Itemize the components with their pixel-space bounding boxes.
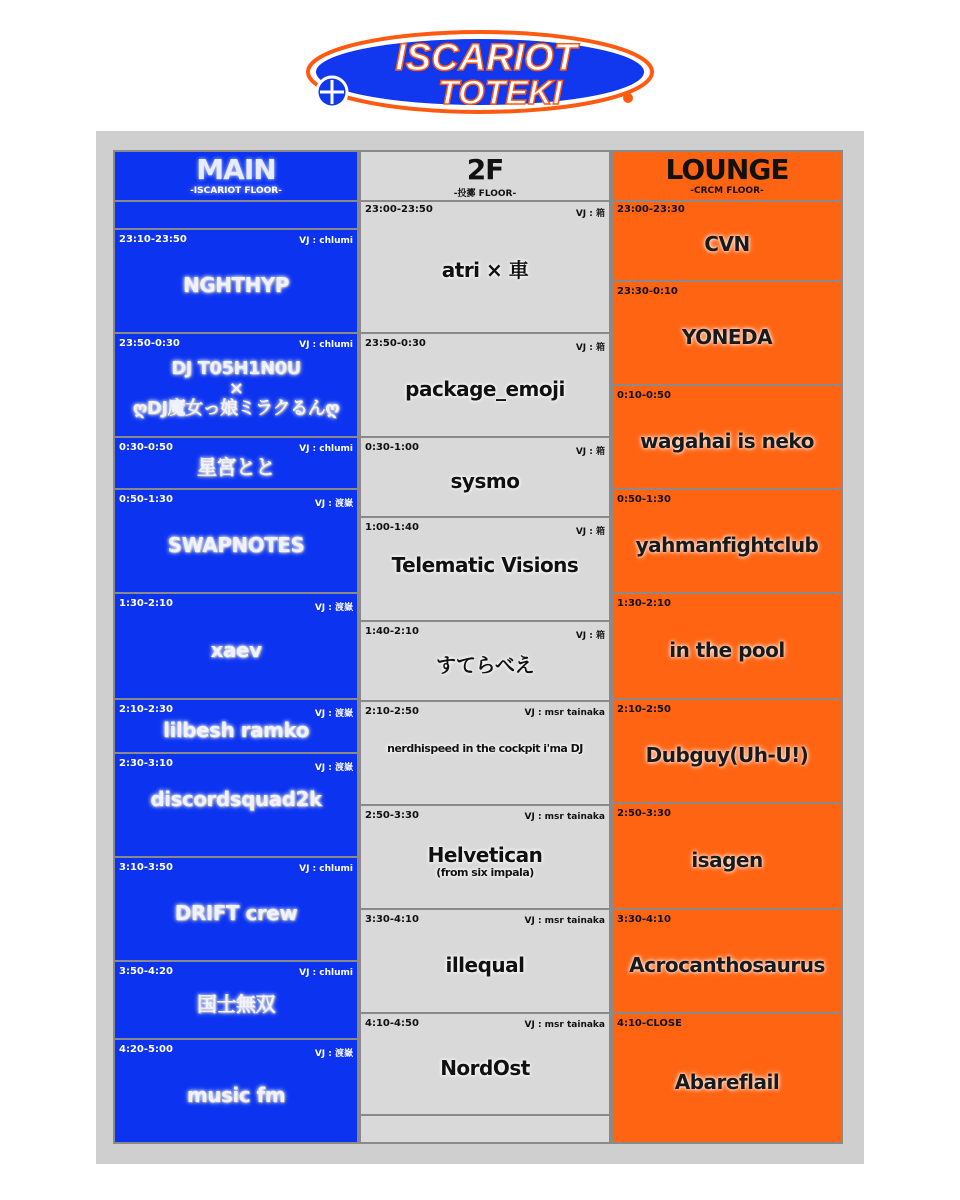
timetable-slot — [361, 516, 609, 620]
floor-subtitle: -CRCM FLOOR- — [690, 186, 764, 196]
timetable-slot — [115, 1038, 357, 1142]
slot-time: 4:20-5:00 — [119, 1044, 173, 1055]
slot-artist: illequal — [445, 953, 525, 977]
slot-artist: music fm — [186, 1083, 286, 1107]
slot-time: 2:30-3:10 — [119, 758, 173, 769]
timetable-slot — [361, 804, 609, 908]
slot-vj: VJ : msr tainaka — [524, 916, 605, 926]
slot-artist: YONEDA — [681, 325, 773, 349]
slot-time: 0:10-0:50 — [617, 390, 671, 401]
slot-vj: VJ : 渡嶽 — [314, 499, 353, 509]
slot-vj: VJ : msr tainaka — [524, 708, 605, 718]
slot-time: 0:50-1:30 — [119, 494, 173, 505]
slot-time: 23:50-0:30 — [365, 338, 426, 349]
timetable-slot — [361, 1114, 609, 1142]
slot-artist: SWAPNOTES — [167, 533, 305, 557]
slot-time: 23:50-0:30 — [119, 338, 180, 349]
timetable-slot — [361, 700, 609, 804]
slot-artist: 星宮とと — [197, 455, 275, 479]
slot-time: 1:00-1:40 — [365, 522, 419, 533]
slot-artist-note: (from six impala) — [436, 866, 534, 879]
timetable-slot — [115, 592, 357, 698]
timetable-slot — [361, 908, 609, 1012]
slot-time: 0:50-1:30 — [617, 494, 671, 505]
timetable-slot — [115, 200, 357, 228]
slot-time: 1:40-2:10 — [365, 626, 419, 637]
floor-2f — [359, 150, 611, 1144]
slot-artist: xaev — [210, 638, 262, 662]
slot-vj: VJ : 渡嶽 — [314, 763, 353, 773]
floor-subtitle: -ISCARIOT FLOOR- — [190, 186, 282, 196]
timetable-slot — [613, 698, 841, 802]
slot-artist: NordOst — [440, 1056, 530, 1080]
logo-graphic — [300, 28, 660, 118]
timetable-slot — [361, 620, 609, 700]
slot-vj: VJ : 箱 — [575, 527, 605, 537]
slot-time: 23:10-23:50 — [119, 234, 187, 245]
timetable-slot — [613, 280, 841, 384]
timetable-slot — [115, 436, 357, 488]
slot-time: 23:00-23:50 — [365, 204, 433, 215]
slot-time: 1:30-2:10 — [617, 598, 671, 609]
slot-artist: 国士無双 — [197, 992, 275, 1016]
slot-vj: VJ : 渡嶽 — [314, 709, 353, 719]
slot-artist: DRIFT crew — [174, 901, 298, 925]
slot-artist: nerdhispeed in the cockpit i'ma DJ — [387, 741, 583, 755]
slot-time: 3:10-3:50 — [119, 862, 173, 873]
timetable-slot — [613, 200, 841, 280]
timetable-slot — [613, 908, 841, 1012]
slot-time: 23:00-23:30 — [617, 204, 685, 215]
slot-time: 0:30-1:00 — [365, 442, 419, 453]
slot-time: 23:30-0:10 — [617, 286, 678, 297]
slot-vj: VJ : chlumi — [299, 444, 353, 454]
slot-time: 4:10-4:50 — [365, 1018, 419, 1029]
logo-line2: TOTEKI — [437, 74, 563, 112]
timetable-slot — [613, 488, 841, 592]
timetable-slot — [361, 1012, 609, 1114]
timetable-slot — [115, 228, 357, 332]
slot-artist: Telematic Visions — [391, 552, 579, 577]
timetable-slot — [115, 960, 357, 1038]
logo-line1: ISCARIOT — [395, 37, 577, 79]
floor-name: 2F — [466, 153, 504, 186]
slot-artist: DJ T05H1N0U × ღDJ魔女っ娘ミラクるんღ — [132, 358, 340, 419]
slot-artist: package_emoji — [405, 377, 565, 401]
timetable-slot — [613, 384, 841, 488]
slot-vj: VJ : 渡嶽 — [314, 1049, 353, 1059]
timetable-slot — [361, 436, 609, 516]
floor-name: LOUNGE — [665, 153, 789, 186]
slot-vj: VJ : msr tainaka — [524, 1020, 605, 1030]
event-logo — [300, 28, 660, 118]
slot-vj: VJ : 箱 — [575, 343, 605, 353]
slot-vj: VJ : 箱 — [575, 447, 605, 457]
slot-time: 2:50-3:30 — [617, 808, 671, 819]
slot-time: 1:30-2:10 — [119, 598, 173, 609]
slot-vj: VJ : 箱 — [575, 209, 605, 219]
slot-time: 2:10-2:50 — [365, 706, 419, 717]
slot-vj: VJ : 渡嶽 — [314, 603, 353, 613]
slot-vj: VJ : chlumi — [299, 864, 353, 874]
slot-artist: wagahai is neko — [640, 429, 814, 453]
slot-artist: in the pool — [669, 638, 785, 662]
slot-vj: VJ : chlumi — [299, 236, 353, 246]
slot-time: 4:10-CLOSE — [617, 1018, 682, 1029]
slot-time: 3:50-4:20 — [119, 966, 173, 977]
floor-main — [113, 150, 359, 1144]
slot-artist: yahmanfightclub — [635, 533, 819, 557]
timetable-slot — [361, 332, 609, 436]
floor-subtitle: -投擲 FLOOR- — [453, 189, 517, 199]
slot-artist: Helvetican — [427, 843, 543, 867]
slot-time: 0:30-0:50 — [119, 442, 173, 453]
timetable-slot — [115, 698, 357, 752]
floor-name: MAIN — [196, 153, 276, 186]
slot-artist: sysmo — [450, 469, 520, 493]
slot-artist: atri × 車 — [441, 258, 529, 282]
floor-lounge — [611, 150, 843, 1144]
slot-artist: lilbesh ramko — [163, 718, 309, 742]
slot-artist: NGHTHYP — [183, 273, 289, 297]
slot-artist-block — [361, 835, 609, 879]
slot-artist: Dubguy(Uh-U!) — [645, 743, 809, 767]
floor-header — [361, 152, 609, 202]
slot-artist: Acrocanthosaurus — [629, 953, 825, 977]
slot-time: 2:50-3:30 — [365, 810, 419, 821]
slot-time: 3:30-4:10 — [617, 914, 671, 925]
slot-vj: VJ : chlumi — [299, 968, 353, 978]
timetable-slot — [115, 332, 357, 436]
slot-time: 3:30-4:10 — [365, 914, 419, 925]
slot-time: 2:10-2:50 — [617, 704, 671, 715]
slot-vj: VJ : 箱 — [575, 631, 605, 641]
cross-circle-icon — [317, 77, 347, 107]
slot-artist: isagen — [691, 848, 763, 872]
floor-header — [115, 152, 357, 202]
slot-artist: Abareflail — [674, 1070, 780, 1094]
slot-vj: VJ : chlumi — [299, 340, 353, 350]
slot-artist: CVN — [704, 232, 750, 256]
timetable-slot — [115, 488, 357, 592]
timetable-slot — [613, 802, 841, 908]
timetable-slot — [115, 856, 357, 960]
slot-artist: discordsquad2k — [150, 786, 322, 811]
slot-artist: すてらべえ — [435, 653, 535, 677]
slot-vj: VJ : msr tainaka — [524, 812, 605, 822]
timetable-slot — [115, 752, 357, 856]
timetable-slot — [613, 1012, 841, 1142]
slot-time: 2:10-2:30 — [119, 704, 173, 715]
floor-header — [613, 152, 841, 202]
timetable-slot — [361, 200, 609, 332]
timetable-slot — [613, 592, 841, 698]
